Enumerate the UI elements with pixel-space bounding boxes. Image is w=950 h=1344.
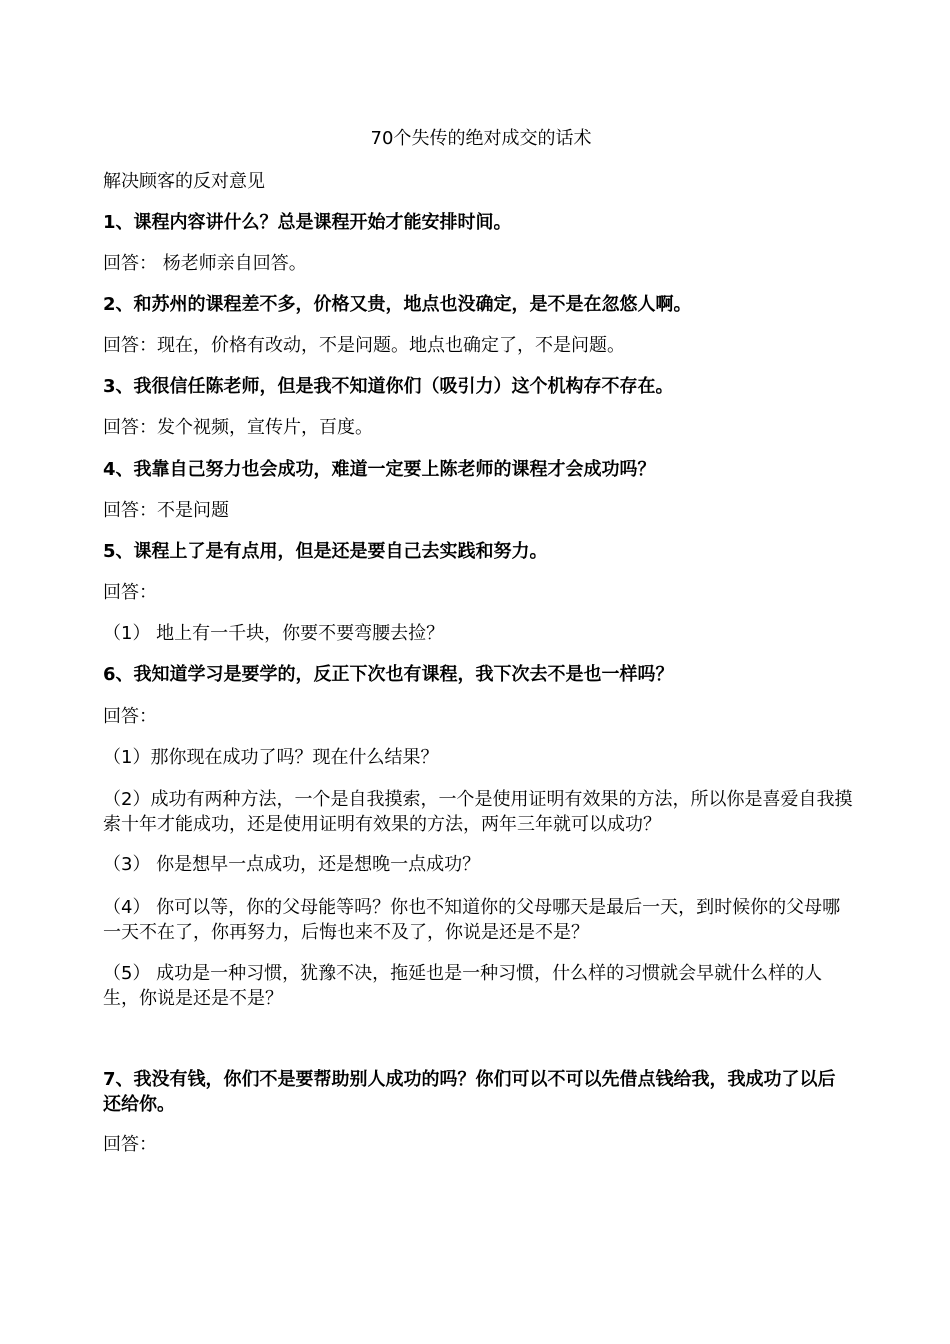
answer-6-item-3: （3） 你是想早一点成功，还是想晚一点成功？	[103, 854, 481, 875]
question-7: 7、我没有钱，你们不是要帮助别人成功的吗？你们可以不可以先借点钱给我，我成功了以后还给你。	[103, 1069, 836, 1115]
answer-5-item-1: （1） 地上有一千块，你要不要弯腰去捡？	[103, 623, 445, 644]
question-2: 2、和苏州的课程差不多，价格又贵，地点也没确定，是不是在忽悠人啊。	[103, 294, 692, 315]
question-3: 3、我很信任陈老师，但是我不知道你们（吸引力）这个机构存不存在。	[103, 376, 674, 397]
answer-4: 回答：不是问题	[103, 500, 229, 521]
answer-6-item-5: （5） 成功是一种习惯，犹豫不决，拖延也是一种习惯，什么样的习惯就会早就什么样的人生，你说是还是不是？	[103, 963, 823, 1009]
answer-5-label: 回答：	[103, 582, 157, 603]
answer-1: 回答： 杨老师亲自回答。	[103, 253, 307, 274]
section-heading: 解决顾客的反对意见	[103, 171, 265, 192]
question-6: 6、我知道学习是要学的，反正下次也有课程，我下次去不是也一样吗？	[103, 664, 674, 685]
answer-6-label: 回答：	[103, 706, 157, 727]
question-1: 1、课程内容讲什么？总是课程开始才能安排时间。	[103, 212, 512, 233]
question-4: 4、我靠自己努力也会成功，难道一定要上陈老师的课程才会成功吗？	[103, 459, 656, 480]
answer-7-label: 回答：	[103, 1134, 157, 1155]
answer-6-item-1: （1）那你现在成功了吗？现在什么结果？	[103, 747, 439, 768]
answer-6-item-2: （2）成功有两种方法，一个是自我摸索，一个是使用证明有效果的方法，所以你是喜爱自我摸索十年才能成功，还是使用证明有效果的方法，两年三年就可以成功？	[103, 789, 853, 835]
document-title: 70个失传的绝对成交的话术	[370, 128, 592, 149]
answer-3: 回答：发个视频，宣传片，百度。	[103, 417, 373, 438]
question-5: 5、课程上了是有点用，但是还是要自己去实践和努力。	[103, 541, 548, 562]
answer-2: 回答：现在，价格有改动，不是问题。地点也确定了，不是问题。	[103, 335, 625, 356]
answer-6-item-4: （4） 你可以等，你的父母能等吗？你也不知道你的父母哪天是最后一天，到时候你的父母哪一天不在了，你再努力，后悔也来不及了，你说是还是不是？	[103, 897, 841, 943]
